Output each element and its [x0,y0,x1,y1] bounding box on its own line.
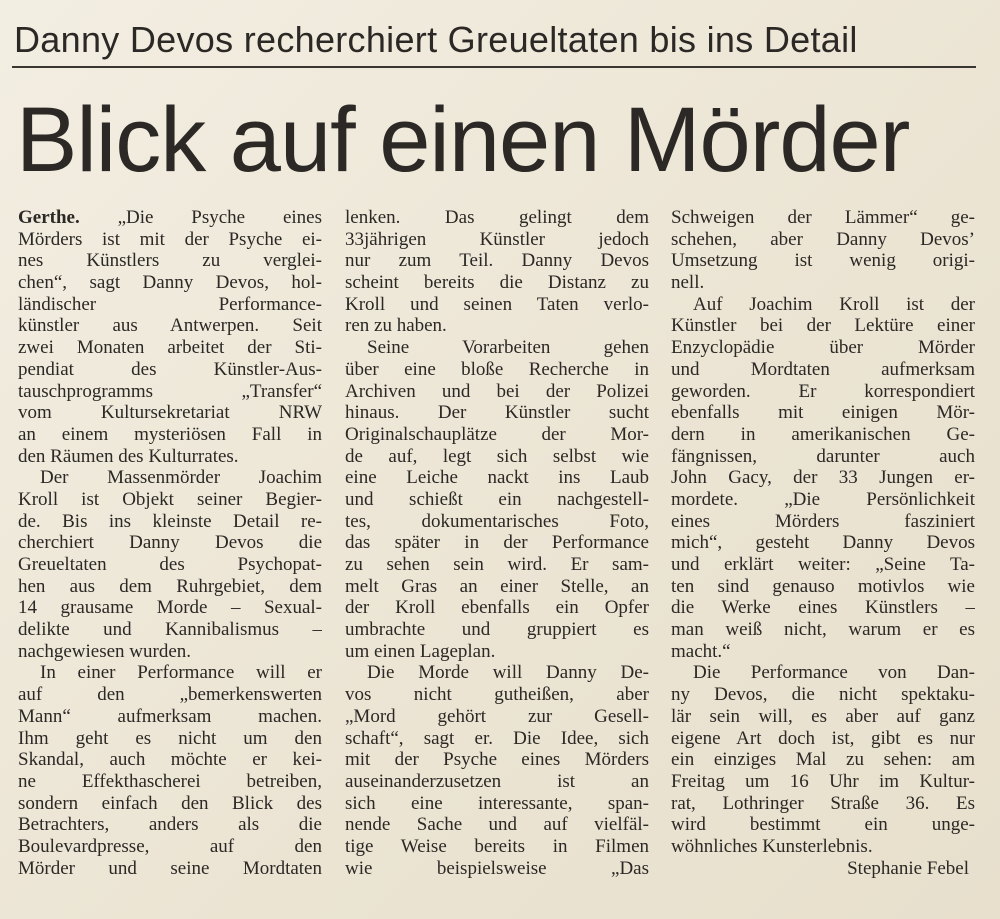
text-line: sich eine interessante, span- [345,792,649,814]
text-line: ebenfalls mit einigen Mör- [671,402,975,424]
text-line: geworden. Er korrespondiert [671,380,975,402]
text-line: Auf Joachim Kroll ist der [693,293,975,315]
text-line: Archiven und bei der Polizei [345,380,649,402]
text-line: chen“, sagt Danny Devos, hol- [18,272,322,294]
text-line: auf den „bemerkenswerten [18,684,322,706]
text-line: 14 grausame Morde – Sexual- [18,597,322,619]
headline: Blick auf einen Mörder [16,89,910,191]
text-line: Freitag um 16 Uhr im Kultur- [671,770,975,792]
text-line: nell. [671,272,705,294]
text-line: Kroll ist Objekt seiner Begier- [18,488,322,510]
column-2 [345,207,649,879]
text-line: ne Effekthascherei betreiben, [18,770,322,792]
text-line: auseinanderzusetzen ist an [345,770,649,792]
text-line: cherchiert Danny Devos die [18,532,322,554]
text-line: zwei Monaten arbeitet der Sti- [18,337,322,359]
text-line: Der Massenmörder Joachim [40,467,322,489]
text-line: tige Weise bereits in Filmen [345,835,649,857]
text-line: mordete. „Die Persönlichkeit [671,488,975,510]
text-line: an einem mysteriösen Fall in [18,423,322,445]
author-byline: Stephanie Febel [847,857,969,879]
text-line: lär sein will, es aber auf ganz [671,705,975,727]
text-line: und erklärt weiter: „Seine Ta- [671,554,975,575]
text-line: Originalschauplätze der Mor- [345,423,649,445]
text-line: nes Künstlers zu verglei- [18,250,322,272]
text-line: eigene Art doch ist, gibt es nur [671,727,975,749]
text-line: lenken. Das gelingt dem [345,207,649,228]
text-line: und schießt ein nachgestell- [345,488,649,510]
column-1 [18,207,322,879]
text-line: fängnissen, darunter auch [671,445,975,467]
text-line: de auf, legt sich selbst wie [345,445,649,467]
text-line: wird bestimmt ein unge- [671,814,975,836]
dateline: Gerthe. [18,207,80,228]
text-line: ländischer Performance- [18,293,322,315]
text-line: „Mord gehört zur Gesell- [345,705,649,727]
text-line: macht.“ [671,640,731,662]
text-line: hinaus. Der Künstler sucht [345,402,649,424]
text-line: über eine bloße Recherche in [345,358,649,380]
text-line: nachgewiesen wurden. [18,640,192,662]
column-3 [671,207,975,879]
text-line: dern in amerikanischen Ge- [671,423,975,445]
text-line: wie beispielsweise „Das [345,857,649,879]
text-line: ny Devos, die nicht spektaku- [671,684,975,706]
text-line: Boulevardpresse, auf den [18,835,322,857]
text-line: Seine Vorarbeiten gehen [367,337,649,359]
headline-rule [12,66,976,68]
text-line: umbrachte und gruppiert es [345,619,649,641]
text-line: Betrachters, anders als die [18,814,322,836]
text-line: Künstler bei der Lektüre einer [671,315,975,337]
text-line: künstler aus Antwerpen. Seit [18,315,322,337]
text-line: und Mordtaten aufmerksam [671,358,975,380]
text-line: Die Performance von Dan- [693,662,975,684]
text-line: In einer Performance will er [40,662,322,684]
text-line: eines Mörders fasziniert [671,510,975,532]
text-line: John Gacy, der 33 Jungen er- [671,467,975,489]
text-line: Kroll und seinen Taten verlo- [345,293,649,315]
text-line: mich“, gesteht Danny Devos [671,532,975,554]
text-line: Umsetzung ist wenig origi- [671,250,975,272]
text-line: Gerthe. „Die Psyche eines [18,207,322,228]
text-line: Mörders ist mit der Psyche ei- [18,228,322,250]
text-line: vos nicht gutheißen, aber [345,684,649,706]
text-line: pendiat des Künstler-Aus- [18,358,322,380]
text-line: Enzyclopädie über Mörder [671,337,975,359]
text-line: tauschprogramms „Transfer“ [18,380,322,402]
text-line: nur zum Teil. Danny Devos [345,250,649,272]
text-line: den Räumen des Kulturrates. [18,445,239,467]
text-line: nende Sache und auf vielfäl- [345,814,649,836]
text-line: de. Bis ins kleinste Detail re- [18,510,322,532]
kicker-subheadline: Danny Devos recherchiert Greueltaten bis ins Detail [14,19,858,60]
text-line: ten sind genauso motivlos wie [671,575,975,597]
text-line: das später in der Performance [345,532,649,554]
text-line: Mörder und seine Mordtaten [18,857,322,879]
text-line: der Kroll ebenfalls ein Opfer [345,597,649,619]
text-line: Schweigen der Lämmer“ ge- [671,207,975,228]
text-line: man weiß nicht, warum er es [671,619,975,641]
text-line: melt Gras an einer Stelle, an [345,575,649,597]
text-line: sondern einfach den Blick des [18,792,322,814]
text-line: scheint bereits die Distanz zu [345,272,649,294]
text-line: Die Morde will Danny De- [367,662,649,684]
text-line: Greueltaten des Psychopat- [18,554,322,575]
text-line: hen aus dem Ruhrgebiet, dem [18,575,322,597]
text-line: ren zu haben. [345,315,447,337]
text-line: eine Leiche nackt ins Laub [345,467,649,489]
text-line: wöhnliches Kunsterlebnis. [671,835,873,857]
text-line: ein einziges Mal zu sehen: am [671,749,975,771]
text-line: schaft“, sagt er. Die Idee, sich [345,727,649,749]
text-line: die Werke eines Künstlers – [671,597,975,619]
text-line: Skandal, auch möchte er kei- [18,749,322,771]
text-line: Mann“ aufmerksam machen. [18,705,322,727]
text-line: tes, dokumentarisches Foto, [345,510,649,532]
text-line: rat, Lothringer Straße 36. Es [671,792,975,814]
text-line: mit der Psyche eines Mörders [345,749,649,771]
text-line: Ihm geht es nicht um den [18,727,322,749]
text-line: 33jährigen Künstler jedoch [345,228,649,250]
text-line: delikte und Kannibalismus – [18,619,322,641]
article-body [18,207,978,907]
text-line: vom Kultursekretariat NRW [18,402,322,424]
text-line: um einen Lageplan. [345,640,496,662]
text-line: zu sehen sein wird. Er sam- [345,554,649,575]
text-line: schehen, aber Danny Devos’ [671,228,975,250]
